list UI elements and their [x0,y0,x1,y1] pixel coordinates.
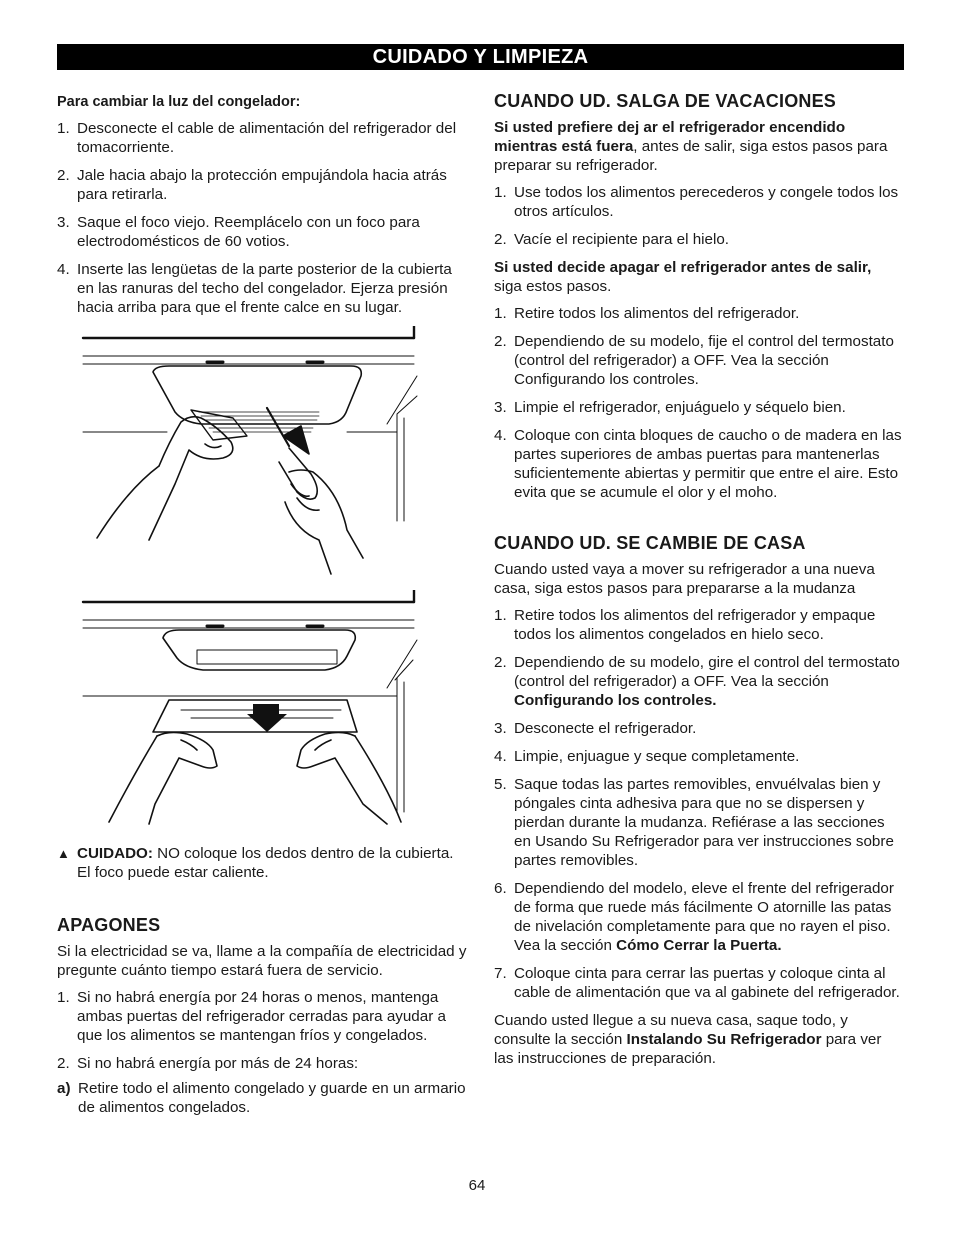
moving-outro: Cuando usted llegue a su nueva casa, saque todo, y consulte la sección Instalando Su Refrigerador para ver las instrucciones de preparación. [494,1012,882,1067]
list-item: 3. Saque el foco viejo. Reemplácelo con un foco para electrodomésticos de 60 votios. [57,214,420,250]
outage-substep: a) Retire todo el alimento congelado y guarde en un armario de alimentos congelados. [57,1080,466,1116]
remove-cover-illustration [57,326,427,588]
outage-intro: Si la electricidad se va, llame a la compañía de electricidad y pregunte cuánto tiempo estará fuera de servicio. [57,943,467,979]
light-heading: Para cambiar la luz del congelador: [57,94,301,110]
outage-steps-list [57,988,467,1073]
page-number: 64 [468,1177,486,1194]
vacation-on-intro: Si usted prefiere dej ar el refrigerador encendido mientras está fuera, antes de salir, siga estos pasos para preparar su refrigerador. [494,119,888,174]
list-item: 2. Dependiendo de su modelo, fije el control del termostato (control del refrigerador) a OFF. Vea la sección Configurando los controles. [494,333,894,388]
list-item: 1. Use todos los alimentos perecederos y congele todos los otros artículos. [494,184,899,220]
list-item: 1. Si no habrá energía por 24 horas o menos, mantenga ambas puertas del refrigerador cerradas para ayudar a que los alimentos se mantengan fríos y congelados. [57,989,446,1044]
light-steps-list [57,119,467,317]
list-item: 4. Limpie, enjuague y seque completamente. [494,748,800,765]
list-item: 3. Desconecte el refrigerador. [494,720,697,737]
list-item: 3. Limpie el refrigerador, enjuáguelo y séquelo bien. [494,399,846,416]
moving-heading: CUANDO UD. SE CAMBIE DE CASA [494,533,806,553]
list-item: 1. Retire todos los alimentos del refrigerador y empaque todos los alimentos congelados en hielo seco. [494,607,876,643]
list-item: 5. Saque todas las partes removibles, envuélvalas bien y póngales cinta adhesiva para que no se dispersen y pierdan durante la mudanza. Refiérase a las secciones en Usando Su Refrigerador para ver instrucciones sobre partes removibles. [494,776,894,869]
list-item: 7. Coloque cinta para cerrar las puertas y coloque cinta al cable de alimentación que va al gabinete del refrigerador. [494,965,900,1001]
list-item: 1. Retire todos los alimentos del refrigerador. [494,305,800,322]
vacation-on-steps [494,183,902,249]
list-item: 1. Desconecte el cable de alimentación del refrigerador del tomacorriente. [57,120,457,156]
vacation-off-steps [494,304,902,502]
vacation-off-intro: Si usted decide apagar el refrigerador antes de salir, siga estos pasos. [494,259,872,295]
warning-icon: ▲ [57,846,70,861]
list-item: 2. Dependiendo de su modelo, gire el control del termostato (control del refrigerador) a OFF. Vea la sección Configurando los controles. [494,654,900,709]
list-item: 4. Coloque con cinta bloques de caucho o de madera en las partes superiores de ambas puertas para mantenerlas suficientemente abiertas y permitir que entre el aire. Esto evita que se acumule el olor y el moho. [494,427,902,501]
right-column [494,90,902,1076]
list-item: 4. Inserte las lengüetas de la parte posterior de la cubierta en las ranuras del techo del congelador. Ejerza presión hacia arriba para que el frente calce en su lugar. [57,261,452,316]
moving-intro: Cuando usted vaya a mover su refrigerador a una nueva casa, siga estos pasos para prepararse a la mudanza [494,561,875,597]
lower-cover-illustration [57,590,427,840]
vacation-heading: CUANDO UD. SALGA DE VACACIONES [494,91,837,111]
list-item: 2. Si no habrá energía por más de 24 horas: [57,1055,359,1072]
moving-steps [494,606,902,1002]
left-column [57,90,467,1117]
list-item: 2. Jale hacia abajo la protección empujándola hacia atrás para retirarla. [57,167,447,203]
outage-heading: APAGONES [57,915,161,935]
list-item: 6. Dependiendo del modelo, eleve el frente del refrigerador de forma que ruede más fácilmente O atornille las patas de nivelación completamente para que no rayen el piso. Vea la sección Cómo Cerrar la Puerta. [494,880,894,954]
caution-note: ▲ CUIDADO: NO coloque los dedos dentro de la cubierta. El foco puede estar caliente. [57,845,454,881]
list-item: 2. Vacíe el recipiente para el hielo. [494,231,730,248]
section-header: CUIDADO Y LIMPIEZA [57,44,904,70]
